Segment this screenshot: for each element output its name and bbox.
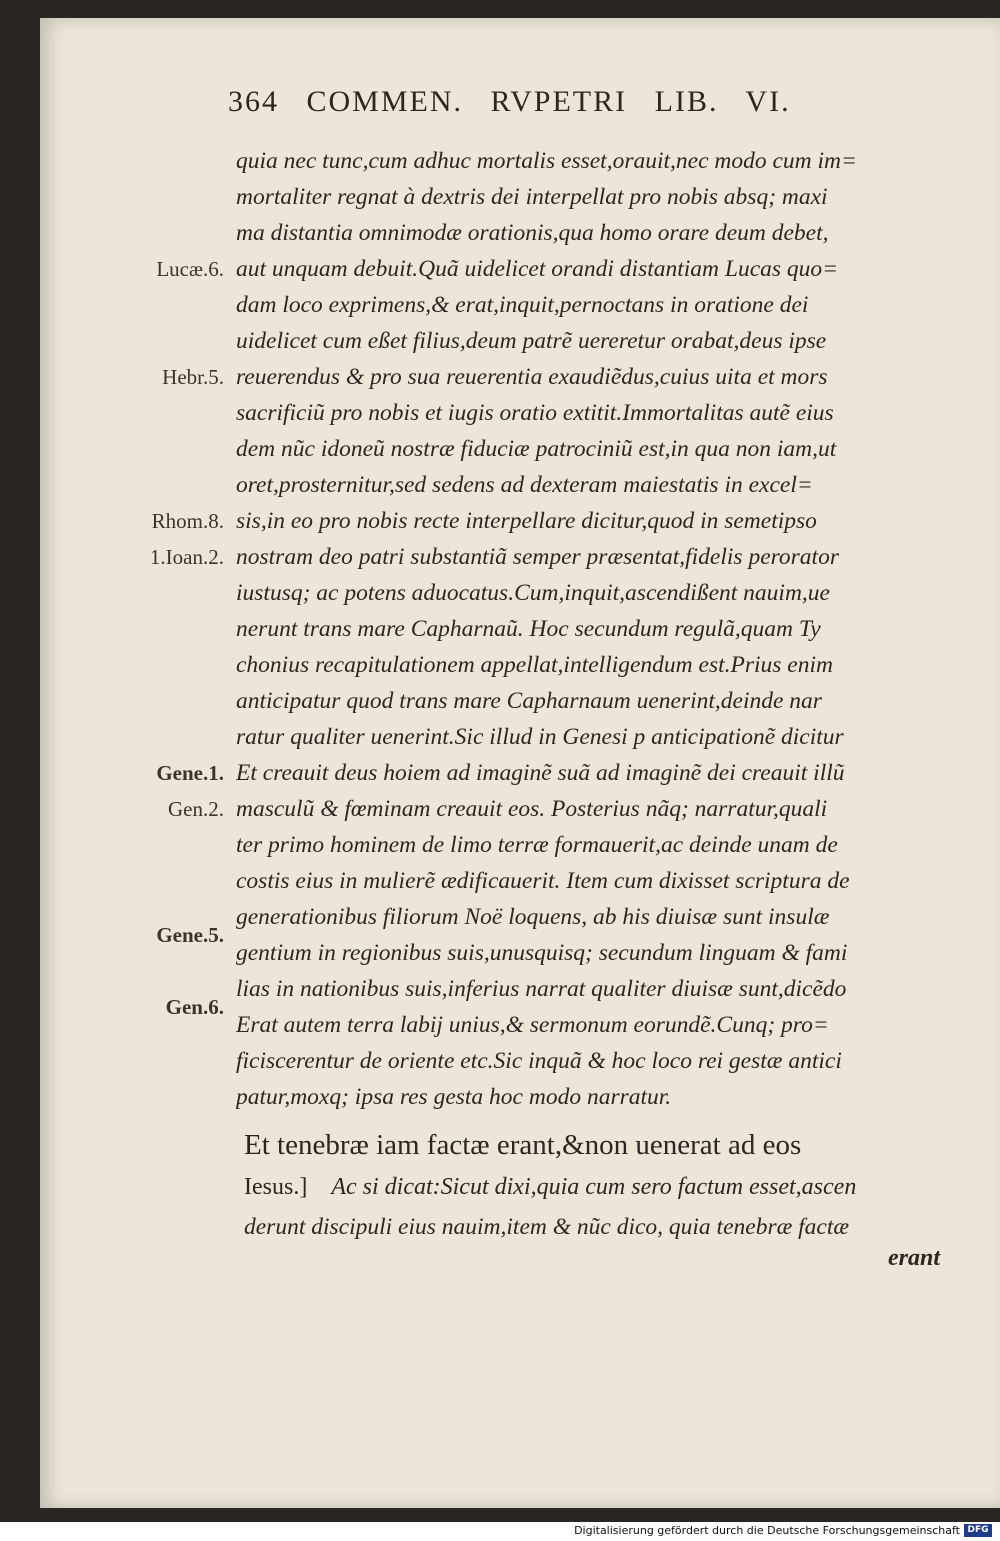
margin-note: Gene.1. xyxy=(156,761,224,785)
text-line: ma distantia omnimodæ orationis,qua homo orare deum debet, xyxy=(236,220,829,246)
running-title-part: RVPETRI xyxy=(490,85,628,118)
text-line: lias in nationibus suis,inferius narrat qualiter diuisæ sunt,dicẽdo xyxy=(236,976,847,1002)
dfg-logo-icon: DFG xyxy=(964,1524,992,1537)
text-line: nerunt trans mare Capharnaũ. Hoc secundum regulã,quam Ty xyxy=(236,616,821,642)
catchword: erant xyxy=(887,1245,940,1271)
text-line: dem nũc idoneũ nostræ fiduciæ patrociniũ est,in qua non iam,ut xyxy=(236,436,837,462)
lemma-commentary-start: Ac si dicat:Sicut dixi,quia cum sero factum esset,ascen xyxy=(331,1174,857,1200)
text-line: iustusq; ac potens aduocatus.Cum,inquit,ascendißent nauim,ue xyxy=(236,580,830,606)
text-line: costis eius in mulierẽ ædificauerit. Item cum dixisset scriptura de xyxy=(236,868,850,894)
text-line: sis,in eo pro nobis recte interpellare dicitur,quod in semetipso xyxy=(236,508,817,534)
lemma-heading-continued xyxy=(244,1167,944,1207)
text-line: Erat autem terra labij unius,& sermonum eorundẽ.Cunq; pro= xyxy=(236,1012,829,1038)
running-title-part: LIB. xyxy=(654,85,719,118)
text-line: reuerendus & pro sua reuerentia exaudiẽdus,cuius uita et mors xyxy=(236,364,828,390)
text-line: mortaliter regnat à dextris dei interpellat pro nobis absq; maxi xyxy=(236,184,828,210)
text-line: uidelicet cum eßet filius,deum patrẽ uereretur orabat,deus ipse xyxy=(236,328,827,354)
text-line: chonius recapitulationem appellat,intelligendum est.Prius enim xyxy=(236,652,833,678)
text-line: masculũ & fœminam creauit eos. Posterius nãq; narratur,quali xyxy=(236,796,828,822)
text-line: nostram deo patri substantiã semper præsentat,fidelis perorator xyxy=(236,544,839,570)
lemma-heading: Et tenebræ iam factæ erant,&non uenerat ad eos xyxy=(244,1129,802,1161)
text-line: Et creauit deus hoiem ad imaginẽ suã ad imaginẽ dei creauit illũ xyxy=(236,760,845,786)
lemma-heading-end: Iesus.] xyxy=(244,1174,308,1200)
margin-note: 1.Ioan.2. xyxy=(149,545,224,569)
running-head xyxy=(228,85,848,135)
text-line: ficiscerentur de oriente etc.Sic inquã & hoc loco rei gestæ antici xyxy=(236,1048,842,1074)
margin-note: Gen.2. xyxy=(168,797,224,821)
text-line: ter primo hominem de limo terræ formauerit,ac deinde unam de xyxy=(236,832,838,858)
text-line: sacrificiũ pro nobis et iugis oratio extitit.Immortalitas autẽ eius xyxy=(236,400,834,426)
text-line: derunt discipuli eius nauim,item & nũc dico, quia tenebræ factæ xyxy=(244,1214,850,1240)
margin-note: Hebr.5. xyxy=(162,365,224,389)
running-title-part: COMMEN. xyxy=(306,85,464,118)
text-line: ratur qualiter uenerint.Sic illud in Genesi p anticipationẽ dicitur xyxy=(236,724,844,750)
text-line: aut unquam debuit.Quã uidelicet orandi distantiam Lucas quo= xyxy=(236,256,839,282)
margin-note: Gene.5. xyxy=(156,923,224,947)
text-line: patur,moxq; ipsa res gesta hoc modo narratur. xyxy=(236,1084,672,1110)
footer-credit: Digitalisierung gefördert durch die Deutsche Forschungsgemeinschaft xyxy=(574,1524,960,1537)
margin-note: Gen.6. xyxy=(165,995,224,1019)
text-line: quia nec tunc,cum adhuc mortalis esset,orauit,nec modo cum im= xyxy=(236,148,857,174)
margin-note: Lucæ.6. xyxy=(156,257,224,281)
page-number: 364 xyxy=(228,85,279,118)
text-line: generationibus filiorum Noë loquens, ab his diuisæ sunt insulæ xyxy=(236,904,830,930)
margin-note: Rhom.8. xyxy=(151,509,224,533)
text-line: gentium in regionibus suis,unusquisq; secundum linguam & fami xyxy=(236,940,848,966)
text-line: dam loco exprimens,& erat,inquit,pernoctans in oratione dei xyxy=(236,292,809,318)
text-line: oret,prosternitur,sed sedens ad dexteram maiestatis in excel= xyxy=(236,472,813,498)
running-title-part: VI. xyxy=(745,85,791,118)
text-line: anticipatur quod trans mare Capharnaum uenerint,deinde nar xyxy=(236,688,822,714)
